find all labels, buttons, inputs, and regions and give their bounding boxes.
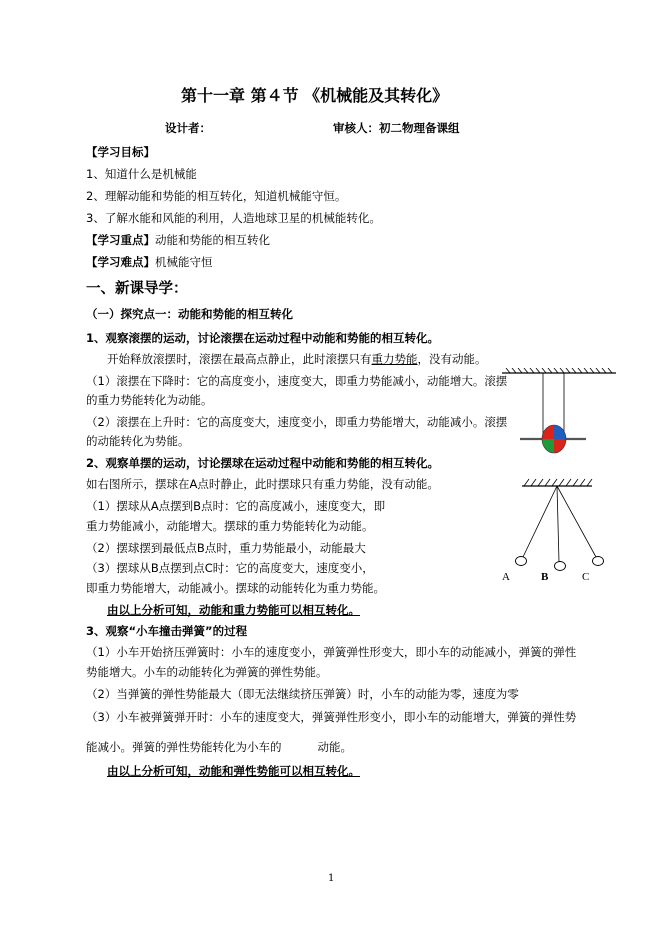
q1-point-2-line-1: （2）滚摆在上升时：它的高度变大，速度变小，即重力势能增大，动能减小。滚摆 xyxy=(86,415,508,429)
section-heading: 一、新课导学： xyxy=(86,281,188,297)
goal-item: 1、知道什么是机械能 xyxy=(86,167,197,181)
q2-heading: 2、观察单摆的运动，讨论摆球在运动过程中动能和势能的相互转化。 xyxy=(86,456,439,470)
q3-point-1-line-2: 势能增大。小车的动能转化为弹簧的弹性势能。 xyxy=(86,665,328,679)
q3-point-3-text: 能减小。弹簧的弹性势能转化为小车的 xyxy=(86,740,282,754)
q2-point-1-line-2: 重力势能减小，动能增大。摆球的重力势能转化为动能。 xyxy=(86,519,374,533)
q1-intro xyxy=(107,351,487,367)
q1-point-1-line-2: 的重力势能转化为动能。 xyxy=(86,393,213,407)
page-title: 第十一章 第４节 《机械能及其转化》 xyxy=(181,86,449,105)
q2-point-2: （2）摆球摆到最低点B点时，重力势能最小，动能最大 xyxy=(86,541,366,555)
rolling-pendulum-figure xyxy=(500,368,618,460)
focus-label: 【学习重点】 xyxy=(86,233,155,247)
q1-intro-end: ，没有动能。 xyxy=(417,352,487,366)
q3-point-3-end: 动能。 xyxy=(317,740,352,754)
q1-intro-underlined: 重力势能 xyxy=(371,352,418,366)
goal-item: 2、理解动能和势能的相互转化，知道机械能守恒。 xyxy=(86,189,347,203)
difficulty-label: 【学习难点】 xyxy=(86,255,155,269)
q2-point-3-line-2: 即重力势能增大，动能减小。摆球的动能转化为重力势能。 xyxy=(86,581,385,595)
label-c: C xyxy=(582,571,590,583)
q1-intro-text: 开始释放滚摆时，滚摆在最高点静止，此时滚摆只有 xyxy=(107,352,372,366)
designer-label: 设计者： xyxy=(165,121,211,135)
focus-line xyxy=(86,232,270,248)
reviewer-label: 审核人：初二物理备课组 xyxy=(333,121,460,135)
q3-heading: 3、观察“小车撞击弹簧”的过程 xyxy=(86,624,248,638)
q2-intro: 如右图所示，摆球在A点时静止，此时摆球只有重力势能，没有动能。 xyxy=(86,477,439,491)
subsection-heading: （一）探究点一：动能和势能的相互转化 xyxy=(86,307,293,321)
goal-item: 3、了解水能和风能的利用，人造地球卫星的机械能转化。 xyxy=(86,211,381,225)
goals-heading: 【学习目标】 xyxy=(86,145,155,159)
q2-point-3-line-1: （3）摆球从B点摆到点C时：它的高度变大，速度变小， xyxy=(86,561,374,575)
page-number: 1 xyxy=(328,873,335,884)
q2-point-1-line-1: （1）摆球从A点摆到B点时：它的高度减小，速度变大，即 xyxy=(86,499,386,513)
q3-point-2: （2）当弹簧的弹性势能最大（即无法继续挤压弹簧）时，小车的动能为零，速度为零 xyxy=(86,687,519,701)
q3-conclusion: 由以上分析可知，动能和弹性势能可以相互转化。 xyxy=(107,764,360,778)
simple-pendulum-figure xyxy=(500,474,615,586)
q3-point-3-line-1: （3）小车被弹簧弹开时：小车的速度变大，弹簧弹性形变小，即小车的动能增大，弹簧的弹性势 xyxy=(86,710,577,724)
q1-heading: 1、观察滚摆的运动，讨论滚摆在运动过程中动能和势能的相互转化。 xyxy=(86,331,439,345)
focus-text: 动能和势能的相互转化 xyxy=(155,233,270,247)
label-b: B xyxy=(541,571,549,583)
q2-conclusion: 由以上分析可知，动能和重力势能可以相互转化。 xyxy=(107,603,360,617)
q1-point-1-line-1: （1）滚摆在下降时：它的高度变小，速度变大，即重力势能减小，动能增大。滚摆 xyxy=(86,374,508,388)
difficulty-text: 机械能守恒 xyxy=(155,255,213,269)
label-a: A xyxy=(502,571,510,583)
q3-point-1-line-1: （1）小车开始挤压弹簧时：小车的速度变小，弹簧弹性形变大，即小车的动能减小，弹簧的弹性 xyxy=(86,645,577,659)
q3-point-3-line-2 xyxy=(86,739,352,755)
difficulty-line xyxy=(86,254,213,270)
q1-point-2-line-2: 的动能转化为势能。 xyxy=(86,434,190,448)
